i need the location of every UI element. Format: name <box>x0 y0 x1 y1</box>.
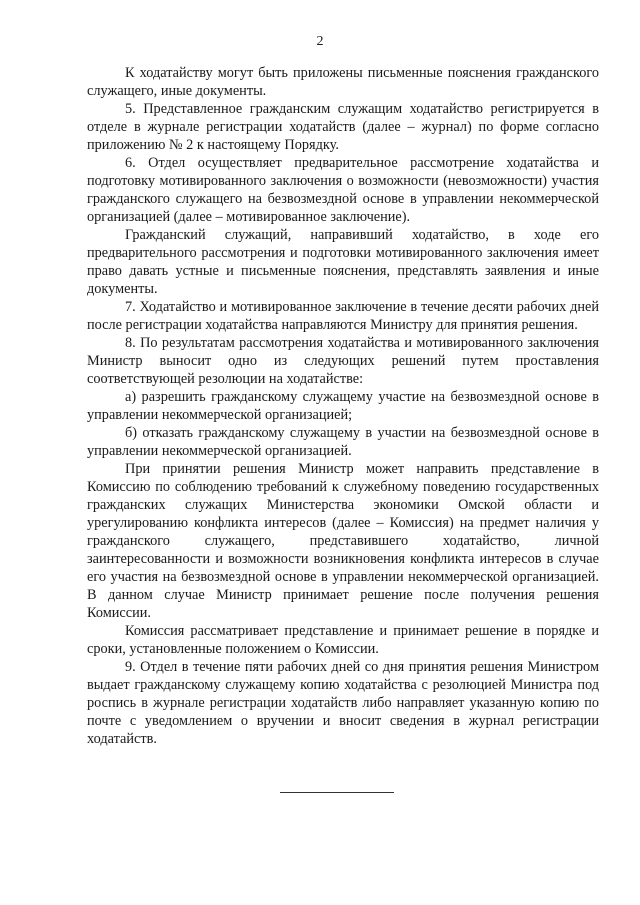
paragraph-item-8: 8. По результатам рассмотрения ходатайства и мотивированного заключения Министр выносит одно из следующих решений путем проставления соответствующей резолюции на ходатайстве: <box>87 335 599 387</box>
paragraph-item-8a: а) разрешить гражданскому служащему участие на безвозмездной основе в управлении некоммерческой организацией; <box>87 389 599 423</box>
paragraph-item-7: 7. Ходатайство и мотивированное заключение в течение десяти рабочих дней после регистрации ходатайства направляются Министру для принятия решения. <box>87 299 599 333</box>
paragraph-item-5: 5. Представленное гражданским служащим ходатайство регистрируется в отделе в журнале регистрации ходатайств (далее – журнал) по форме согласно приложению № 2 к настоящему Порядку. <box>87 101 599 153</box>
paragraph-commission-referral: При принятии решения Министр может направить представление в Комиссию по соблюдению требований к служебному поведению государственных гражданских служащих Министерства экономики Омской области и урегулированию конфликта интересов (далее – Комиссия) на предмет наличия у гражданского служащего, представившего ходатайство, личной заинтересованности и возможности возникновения конфликта интересов в случае его участия на безвозмездной основе в управлении некоммерческой организацией. В данном случае Министр принимает решение после получения решения Комиссии. <box>87 461 599 621</box>
paragraph-servant-rights: Гражданский служащий, направивший ходатайство, в ходе его предварительного рассмотрения и подготовки мотивированного заключения имеет право давать устные и письменные пояснения, представлять заявления и иные документы. <box>87 227 599 297</box>
end-separator-line <box>280 792 394 793</box>
paragraph-item-6: 6. Отдел осуществляет предварительное рассмотрение ходатайства и подготовку мотивированного заключения о возможности (невозможности) участия гражданского служащего на безвозмездной основе в управлении некоммерческой организацией (далее – мотивированное заключение). <box>87 155 599 225</box>
paragraph-item-9: 9. Отдел в течение пяти рабочих дней со дня принятия решения Министром выдает гражданскому служащему копию ходатайства с резолюцией Министра под роспись в журнале регистрации ходатайств либо направляет указанную копию по почте с уведомлением о вручении и вносит сведения в журнал регистрации ходатайств. <box>87 659 599 747</box>
paragraph-attachments: К ходатайству могут быть приложены письменные пояснения гражданского служащего, иные документы. <box>87 65 599 99</box>
page-number: 2 <box>316 34 324 49</box>
paragraph-item-8b: б) отказать гражданскому служащему в участии на безвозмездной основе в управлении некоммерческой организацией. <box>87 425 599 459</box>
paragraph-commission-review: Комиссия рассматривает представление и принимает решение в порядке и сроки, установленные положением о Комиссии. <box>87 623 599 657</box>
document-body <box>87 64 599 748</box>
